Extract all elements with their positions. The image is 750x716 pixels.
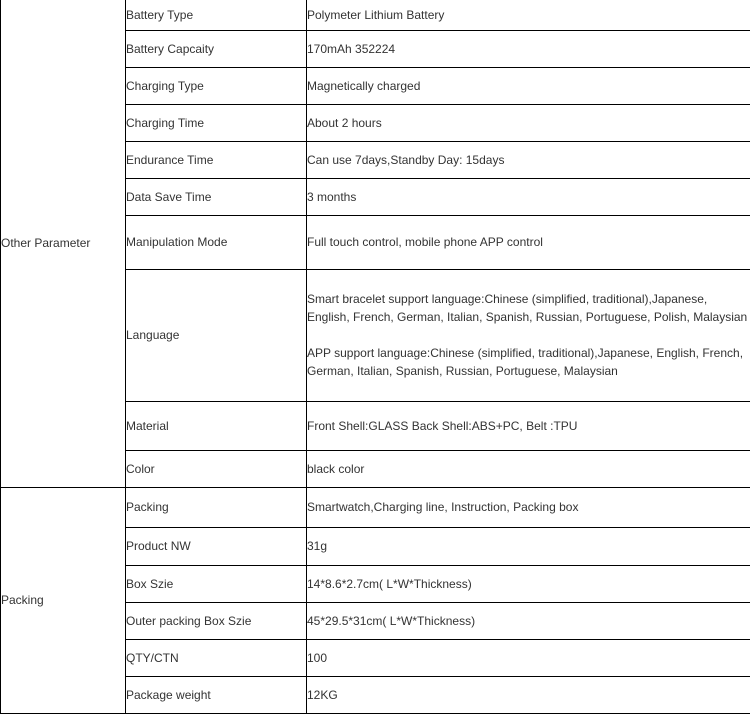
param-name: Color <box>126 450 307 487</box>
param-value: About 2 hours <box>307 104 750 141</box>
language-app-text: APP support language:Chinese (simplified, traditional),Japanese, English, French, German, Italian, Spanish, Russian, Portuguese, Malaysian <box>307 346 744 378</box>
param-name: Charging Type <box>126 67 307 104</box>
param-value: 14*8.6*2.7cm( L*W*Thickness) <box>307 565 750 602</box>
param-value: 45*29.5*31cm( L*W*Thickness) <box>307 602 750 639</box>
param-name: Battery Type <box>126 0 307 30</box>
param-name: Packing <box>126 487 307 527</box>
param-value: Full touch control, mobile phone APP control <box>307 215 750 269</box>
param-name: Language <box>126 269 307 401</box>
param-name: Box Szie <box>126 565 307 602</box>
param-name: Product NW <box>126 527 307 565</box>
param-name: Material <box>126 401 307 450</box>
param-value: Can use 7days,Standby Day: 15days <box>307 141 750 178</box>
param-value: Polymeter Lithium Battery <box>307 0 750 30</box>
param-name: Battery Capcaity <box>126 30 307 67</box>
param-name: Package weight <box>126 676 307 713</box>
param-value: black color <box>307 450 750 487</box>
group-label-packing: Packing <box>1 487 126 713</box>
param-value: 3 months <box>307 178 750 215</box>
table-row <box>1 0 750 30</box>
group-label-other-parameter: Other Parameter <box>1 0 126 487</box>
param-value: 31g <box>307 527 750 565</box>
param-name: Manipulation Mode <box>126 215 307 269</box>
param-value: 170mAh 352224 <box>307 30 750 67</box>
table-row <box>1 487 750 527</box>
param-value: Smartwatch,Charging line, Instruction, Packing box <box>307 487 750 527</box>
param-value: 12KG <box>307 676 750 713</box>
param-value: Front Shell:GLASS Back Shell:ABS+PC, Belt :TPU <box>307 401 750 450</box>
param-value: Magnetically charged <box>307 67 750 104</box>
param-name: Outer packing Box Szie <box>126 602 307 639</box>
param-name: Endurance Time <box>126 141 307 178</box>
language-bracelet-text: Smart bracelet support language:Chinese (simplified, traditional),Japanese, English, French, German, Italian, Spanish, Russian, Portuguese, Polish, Malaysian <box>307 292 748 324</box>
param-name: QTY/CTN <box>126 639 307 676</box>
param-value-language <box>307 269 750 401</box>
param-value: 100 <box>307 639 750 676</box>
param-name: Charging Time <box>126 104 307 141</box>
param-name: Data Save Time <box>126 178 307 215</box>
